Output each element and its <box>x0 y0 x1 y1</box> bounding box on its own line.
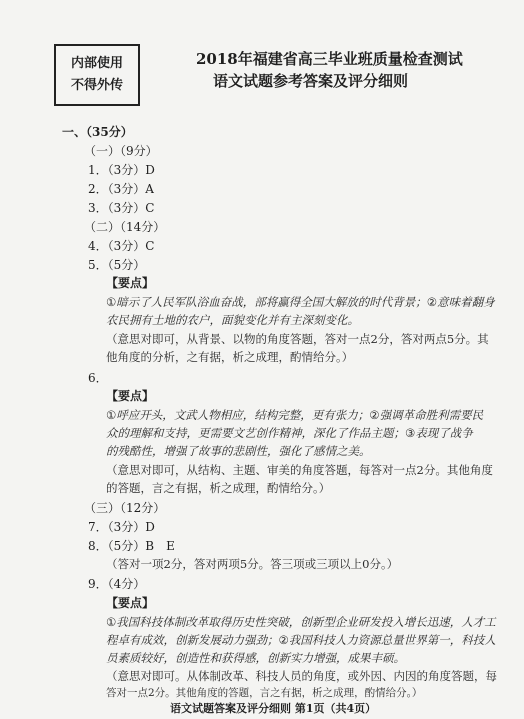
question-3: 3．（3分）C <box>88 201 155 215</box>
part-3-heading: （三）（12分） <box>84 501 166 515</box>
q9-note-line-1: （意思对即可。从体制改革、科技人员的角度，或外因、内因的角度答题，每 <box>106 669 497 683</box>
question-9: 9．（4分） <box>88 577 146 591</box>
q6-note-line-1: （意思对即可，从结构、主题、审美的角度答题，每答对一点2分。其他角度 <box>106 463 493 477</box>
q6-answer-line-3: 的残酷性，增强了故事的悲剧性，强化了感情之美。 <box>106 444 371 458</box>
q9-note-line-2: 答对一点2分。其他角度的答题，言之有据，析之成理，酌情给分。） <box>106 687 423 699</box>
question-4: 4．（3分）C <box>88 239 155 253</box>
question-6: 6． <box>88 371 108 385</box>
question-1: 1．（3分）D <box>88 163 155 177</box>
q5-points-label: 【要点】 <box>106 276 155 290</box>
q6-note-line-2: 的答题，言之有据，析之成理，酌情给分。） <box>106 481 331 495</box>
q6-answer-line-2: 众的理解和支持，更需要文艺创作精神，深化了作品主题；③表现了战争 <box>106 426 473 440</box>
q9-answer-line-2: 程卓有成效，创新发展动力强劲；②我国科技人力资源总量世界第一，科技人 <box>106 633 496 647</box>
q9-answer-line-3: 员素质较好，创造性和获得感，创新实力增强，成果丰硕。 <box>106 651 405 665</box>
q8-note: （答对一项2分，答对两项5分。答三项或三项以上0分。） <box>106 557 399 571</box>
section-heading: 一、（35分） <box>62 125 133 139</box>
q6-answer-line-1: ①呼应开头，文武人物相应，结构完整，更有张力；②强调革命胜利需要民 <box>106 408 484 422</box>
part-2-heading: （二）（14分） <box>84 220 166 234</box>
q9-points-label: 【要点】 <box>106 596 155 610</box>
stamp-line-1: 内部使用 <box>70 56 123 71</box>
document-title: 2018年福建省高三毕业班质量检查测试 <box>196 50 463 68</box>
stamp-line-2: 不得外传 <box>70 78 123 93</box>
q5-note-line-1: （意思对即可，从背景、以物的角度答题，答对一点2分，答对两点5分。其 <box>106 332 489 346</box>
question-7: 7．（3分）D <box>88 520 155 534</box>
internal-use-stamp <box>54 44 140 106</box>
question-8: 8．（5分）B E <box>88 539 175 553</box>
part-1-heading: （一）（9分） <box>84 144 158 158</box>
q5-answer-line-1: ①暗示了人民军队浴血奋战，部将赢得全国大解放的时代背景；②意味着翻身 <box>106 295 495 309</box>
question-2: 2．（3分）A <box>88 182 154 196</box>
q5-note-line-2: 他角度的分析，之有据，析之成理，酌情给分。） <box>106 350 354 364</box>
q5-answer-line-2: 农民拥有土地的农户，面貌变化并有主深刻变化。 <box>106 313 359 327</box>
q6-points-label: 【要点】 <box>106 389 155 403</box>
q9-answer-line-1: ①我国科技体制改革取得历史性突破，创新型企业研发投入增长迅速，人才工 <box>106 615 496 629</box>
question-5: 5．（5分） <box>88 258 146 272</box>
document-subtitle: 语文试题参考答案及评分细则 <box>213 72 409 90</box>
page-footer: 语文试题答案及评分细则 第1页（共4页） <box>170 702 377 715</box>
